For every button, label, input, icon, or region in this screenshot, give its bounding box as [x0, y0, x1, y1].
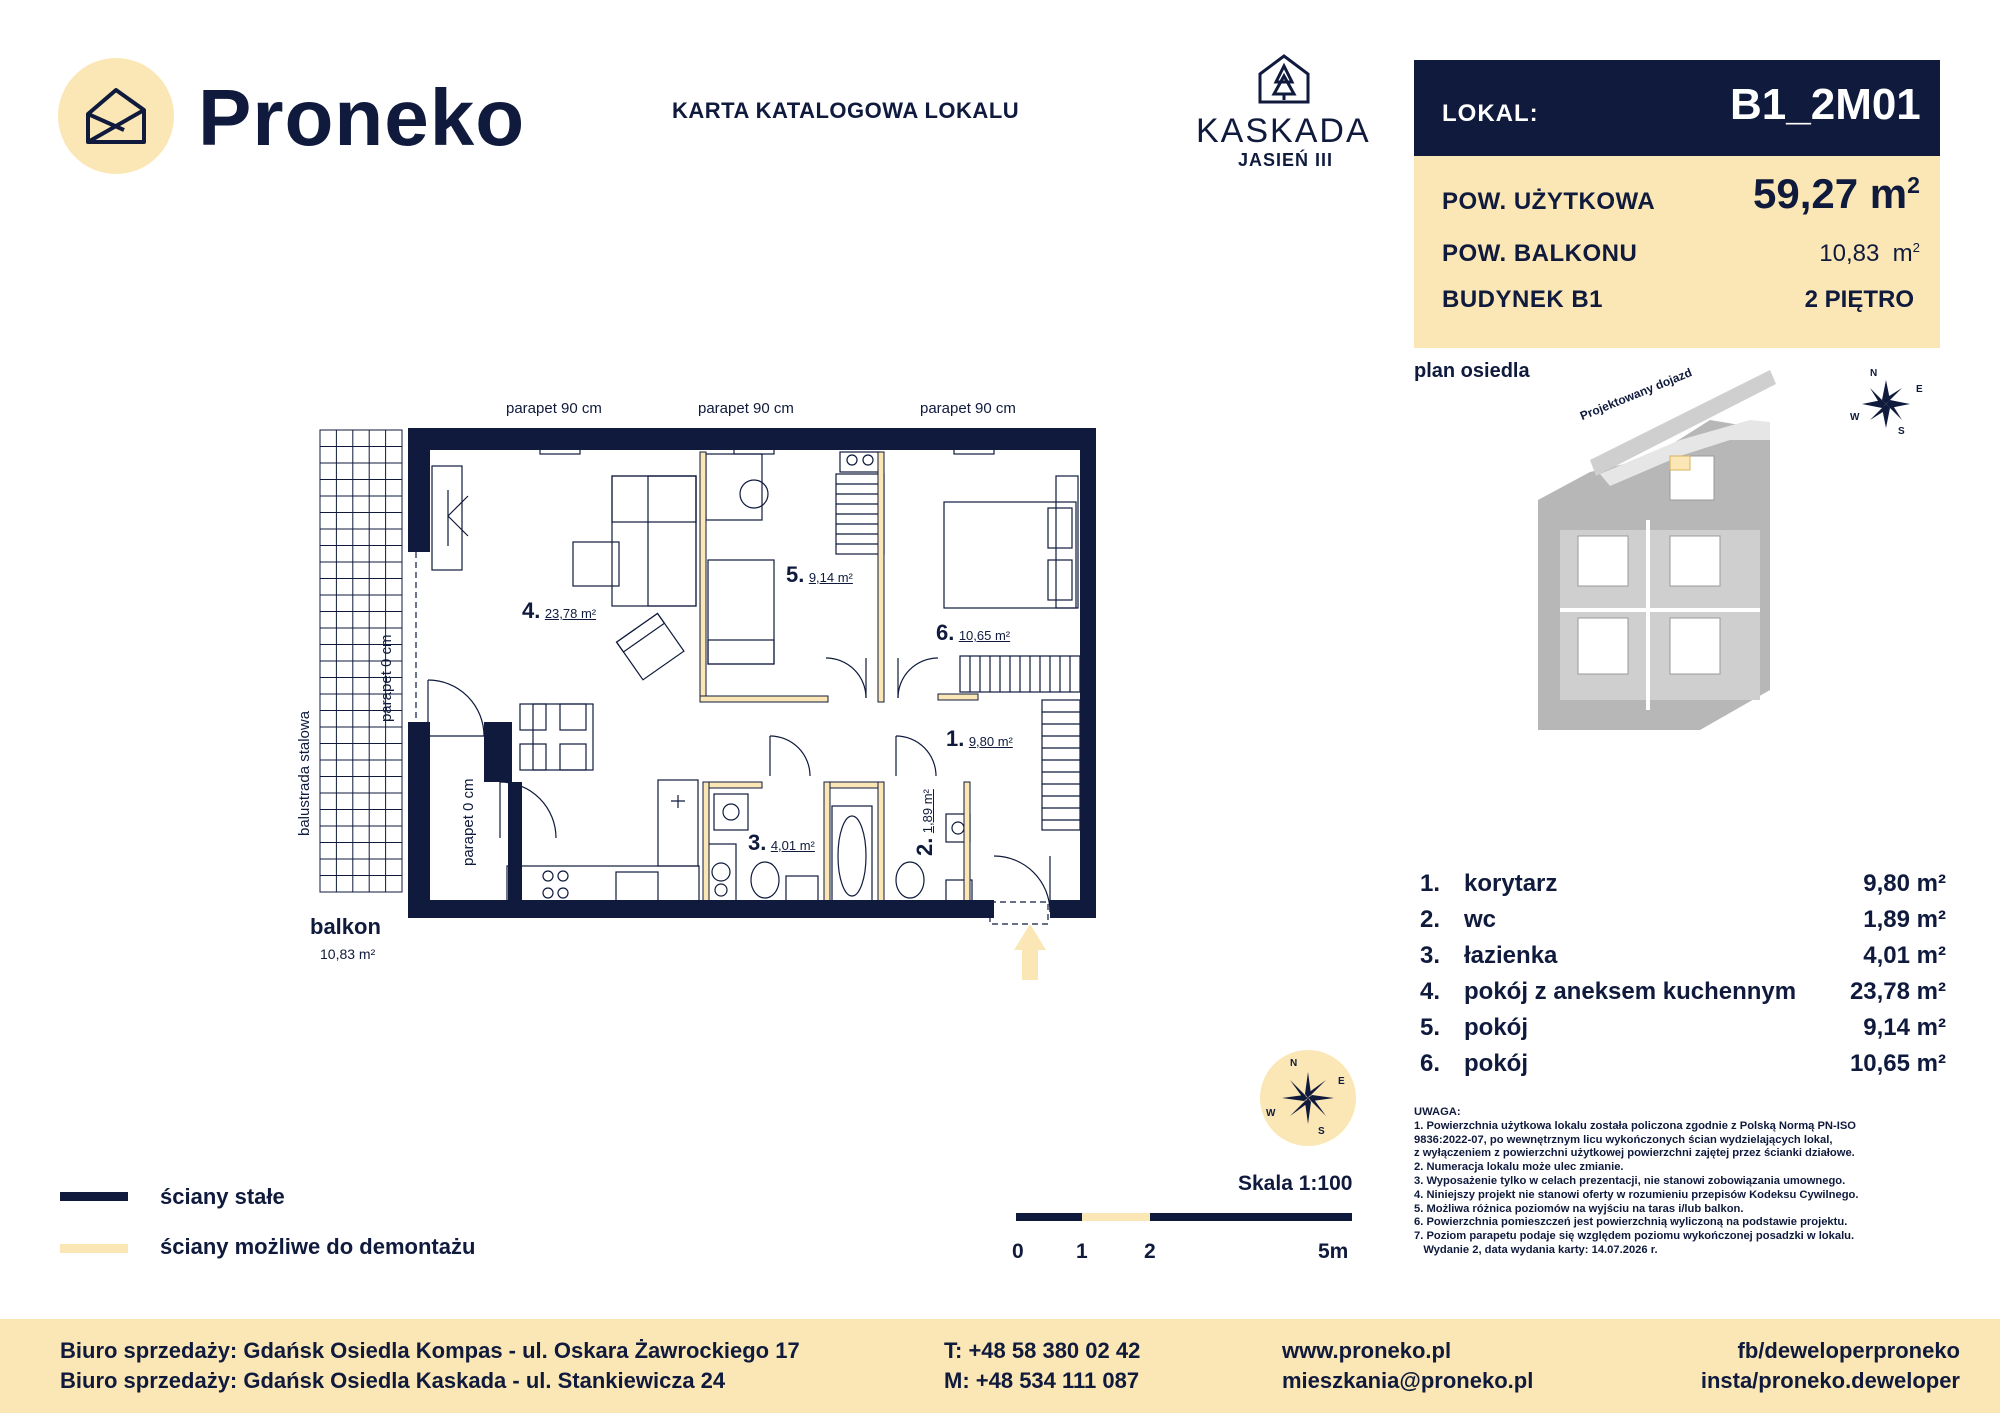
plan-compass-e: E [1338, 1076, 1345, 1087]
room-list-area: 23,78 m² [1849, 978, 1946, 1005]
project-name: KASKADA [1196, 112, 1371, 150]
parapet-label: parapet 90 cm [506, 400, 602, 417]
note-line: 2. Numeracja lokalu może ulec zmianie. [1414, 1161, 1624, 1174]
footer-email-link[interactable]: mieszkania@proneko.pl [1282, 1368, 1534, 1393]
note-line: 4. Niniejszy projekt nie stanowi oferty w rozumieniu przepisów Kodeksu Cywilnego. [1414, 1188, 1859, 1201]
room-list-name: pokój [1464, 1014, 1528, 1041]
site-compass-icon [1856, 374, 1916, 434]
room-list-name: pokój [1464, 1050, 1528, 1077]
room-list-num: 6. [1420, 1050, 1441, 1077]
room-label-1: 1. 9,80 m² [946, 726, 1013, 751]
kaskada-logo-icon [1256, 52, 1312, 104]
room-label-2: 2. 1,89 m² [912, 789, 937, 856]
scale-seg-2 [1082, 1213, 1150, 1221]
footer [0, 1319, 2000, 1413]
room-list-num: 2. [1420, 906, 1441, 933]
room-list-area: 4,01 m² [1863, 942, 1946, 969]
note-line: 9836:2022-07, po wewnętrznym licu wykończonych ścian wydzielających lokal, [1414, 1133, 1833, 1146]
footer-phone-2[interactable]: M: +48 534 111 087 [944, 1368, 1140, 1393]
note-line: 7. Poziom parapetu podaje się względem poziomu wykończonej posadzki w lokalu. [1414, 1230, 1855, 1243]
room-list-num: 5. [1420, 1014, 1441, 1041]
room-list-area: 9,80 m² [1863, 870, 1946, 897]
scale-tick: 0 [1012, 1240, 1024, 1263]
room-label-5: 5. 9,14 m² [786, 562, 853, 587]
pow-balkonu-value: 10,83 $m^2$ [1819, 240, 1920, 267]
legend-removable-label: ściany możliwe do demontażu [160, 1234, 476, 1259]
note-line: 3. Wyposażenie tylko w celach prezentacji, nie stanowi zobowiązania umownego. [1414, 1174, 1846, 1187]
scale-seg-1 [1016, 1213, 1082, 1221]
note-line: 6. Powierzchnia pomieszczeń jest powierzchnią wyliczoną na podstawie projektu. [1414, 1216, 1848, 1229]
footer-website-link[interactable]: www.proneko.pl [1282, 1338, 1452, 1363]
room-list-num: 3. [1420, 942, 1441, 969]
room-list-name: wc [1464, 906, 1497, 933]
plan-compass-n: N [1290, 1058, 1298, 1069]
room-list-name: korytarz [1464, 870, 1558, 897]
logo-circle [58, 58, 174, 174]
pow-uzytkowa-value: 59,27 $m^2$ [1753, 170, 1920, 217]
note-line: 5. Możliwa różnica poziomów na wyjściu na taras i/lub balkon. [1414, 1202, 1744, 1215]
footer-phone-1[interactable]: T: +48 58 380 02 42 [944, 1338, 1141, 1363]
parapet-side-label: parapet 0 cm [378, 634, 395, 722]
pow-balkonu-label: POW. BALKONU [1442, 240, 1638, 267]
lokal-value: B1_2M01 [1730, 80, 1921, 129]
plan-compass-w: W [1266, 1108, 1276, 1119]
footer-office-1: Biuro sprzedaży: Gdańsk Osiedla Kompas - ul. Oskara Żawrockiego 17 [60, 1338, 800, 1363]
parapet-label: parapet 90 cm [698, 400, 794, 417]
site-compass-e: E [1916, 384, 1923, 395]
scale-tick: 5m [1318, 1240, 1349, 1263]
room-list-name: pokój z aneksem kuchennym [1464, 978, 1797, 1005]
room-label-6: 6. 10,65 m² [936, 620, 1011, 645]
document-title: KARTA KATALOGOWA LOKALU [672, 98, 1020, 123]
legend-fixed-swatch [60, 1192, 128, 1201]
site-plan-title: plan osiedla [1414, 360, 1530, 382]
footer-facebook-link[interactable]: fb/deweloperproneko [1737, 1338, 1960, 1363]
notes [1414, 1106, 1940, 1258]
room-label-4: 4. 23,78 m² [522, 598, 597, 623]
balkon-area: 10,83 m² [320, 946, 376, 962]
plan-compass-s: S [1318, 1126, 1325, 1137]
road-label: Projektowany dojazd [1578, 365, 1694, 423]
balustrada-label: balustrada stalowa [296, 710, 313, 836]
scale-tick: 2 [1144, 1240, 1156, 1263]
room-list-num: 4. [1420, 978, 1441, 1005]
plan-compass-icon [1278, 1068, 1338, 1128]
site-compass-s: S [1898, 426, 1905, 437]
scale-seg-3 [1150, 1213, 1352, 1221]
floor-plan [300, 400, 1120, 1000]
note-line: 1. Powierzchnia użytkowa lokalu została policzona zgodnie z Polską Normą PN-ISO [1414, 1119, 1857, 1132]
site-plan-map [1530, 360, 1850, 740]
parapet-label: parapet 90 cm [920, 400, 1016, 417]
scale-title: Skala 1:100 [1238, 1172, 1353, 1195]
room-list-name: łazienka [1464, 942, 1558, 969]
room-list-num: 1. [1420, 870, 1441, 897]
footer-office-2: Biuro sprzedaży: Gdańsk Osiedla Kaskada - ul. Stankiewicza 24 [60, 1368, 726, 1393]
project-subname: JASIEŃ III [1238, 150, 1334, 170]
legend-fixed-label: ściany stałe [160, 1184, 285, 1209]
budynek-label: BUDYNEK B1 [1442, 286, 1604, 313]
room-list-area: 9,14 m² [1863, 1014, 1946, 1041]
parapet-side-label: parapet 0 cm [460, 778, 477, 866]
site-compass-n: N [1870, 368, 1878, 379]
brand-name: Proneko [198, 73, 526, 162]
scale-tick: 1 [1076, 1240, 1088, 1263]
notes-title: UWAGA: [1414, 1106, 1461, 1118]
pow-uzytkowa-label: POW. UŻYTKOWA [1442, 188, 1656, 215]
room-list-area: 10,65 m² [1849, 1050, 1946, 1077]
room-label-3: 3. 4,01 m² [748, 830, 815, 855]
balkon-label: balkon [310, 914, 381, 939]
house-logo-icon [58, 58, 174, 174]
room-list-area: 1,89 m² [1863, 906, 1946, 933]
lokal-label: LOKAL: [1442, 100, 1539, 127]
note-line: Wydanie 2, data wydania karty: 14.07.2026 r. [1414, 1243, 1658, 1256]
note-line: z wyłączeniem z powierzchni użytkowej powierzchni zajętej przez ścianki działowe. [1414, 1147, 1855, 1160]
footer-instagram-link[interactable]: insta/proneko.deweloper [1700, 1368, 1960, 1393]
site-compass-w: W [1850, 412, 1860, 423]
legend-removable-swatch [60, 1244, 128, 1253]
budynek-value: 2 PIĘTRO [1804, 286, 1914, 313]
